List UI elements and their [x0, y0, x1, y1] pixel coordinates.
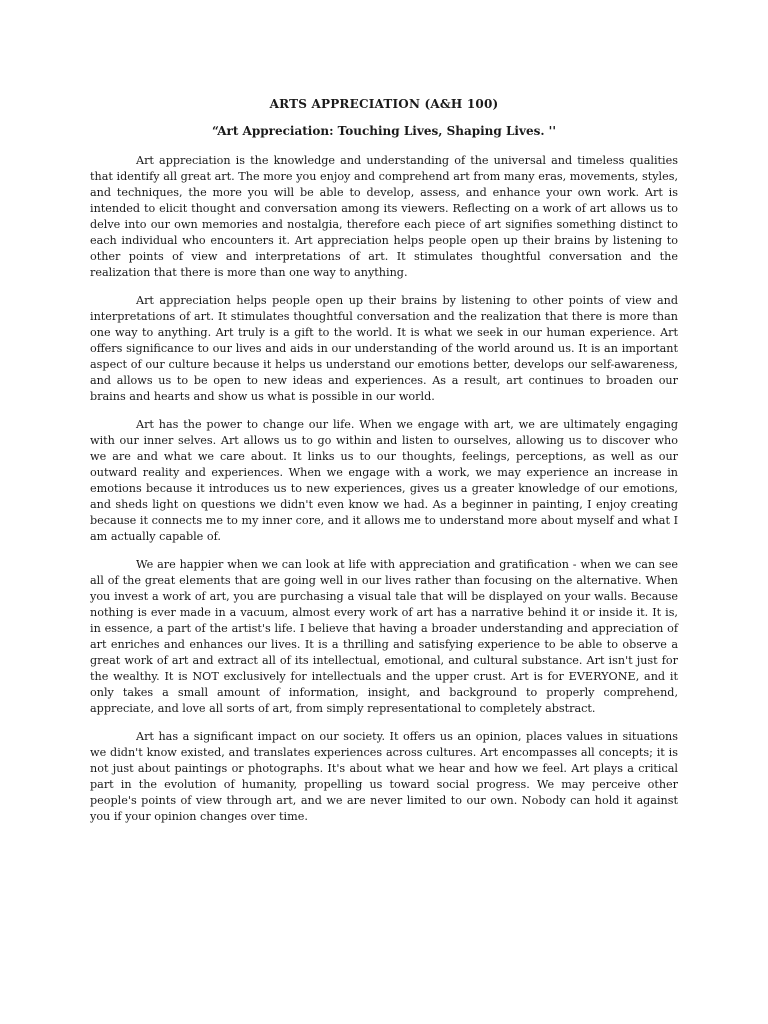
paragraph-4: We are happier when we can look at life with appreciation and gratification - when we can see all of the great elements that are going well in our lives rather than focusing on the alternative. When you invest a work of art, you are purchasing a visual tale that will be displayed on your walls. Because nothing is ever made in a vacuum, almost every work of art has a narrative behind it or inside it. It is, in essence, a part of the artist's life. I believe that having a broader understanding and appreciation of art enriches and enhances our lives. It is a thrilling and satisfying experience to be able to observe a great work of art and extract all of its intellectual, emotional, and cultural substance. Art isn't just for the wealthy. It is NOT exclusively for intellectuals and the upper crust. Art is for EVERYONE, and it only takes a small amount of information, insight, and background to properly comprehend, appreciate, and love all sorts of art, from simply representational to completely abstract. [90, 558, 678, 715]
document-page [90, 96, 678, 837]
document-title: ARTS APPRECIATION (A&H 100) [269, 97, 499, 111]
paragraph-5: Art has a significant impact on our society. It offers us an opinion, places values in situations we didn't know existed, and translates experiences across cultures. Art encompasses all concepts; it is not just about paintings or photographs. It's about what we hear and how we feel. Art plays a critical part in the evolution of humanity, propelling us toward social progress. We may perceive other people's points of view through art, and we are never limited to our own. Nobody can hold it against you if your opinion changes over time. [90, 730, 678, 823]
document-subtitle: “Art Appreciation: Touching Lives, Shaping Lives. '' [211, 124, 557, 138]
paragraph-2: Art appreciation helps people open up their brains by listening to other points of view and interpretations of art. It stimulates thoughtful conversation and the realization that there is more than one way to anything. Art truly is a gift to the world. It is what we seek in our human experience. Art offers significance to our lives and aids in our understanding of the world around us. It is an important aspect of our culture because it helps us understand our emotions better, develops our self-awareness, and allows us to be open to new ideas and experiences. As a result, art continues to broaden our brains and hearts and show us what is possible in our world. [90, 294, 678, 403]
paragraph-1: Art appreciation is the knowledge and understanding of the universal and timeless qualities that identify all great art. The more you enjoy and comprehend art from many eras, movements, styles, and techniques, the more you will be able to develop, assess, and enhance your own work. Art is intended to elicit thought and conversation among its viewers. Reflecting on a work of art allows us to delve into our own memories and nostalgia, therefore each piece of art signifies something distinct to each individual who encounters it. Art appreciation helps people open up their brains by listening to other points of view and interpretations of art. It stimulates thoughtful conversation and the realization that there is more than one way to anything. [90, 154, 678, 279]
paragraph-3: Art has the power to change our life. When we engage with art, we are ultimately engaging with our inner selves. Art allows us to go within and listen to ourselves, allowing us to discover who we are and what we care about. It links us to our thoughts, feelings, perceptions, as well as our outward reality and experiences. When we engage with a work, we may experience an increase in emotions because it introduces us to new experiences, gives us a greater knowledge of our emotions, and sheds light on questions we didn't even know we had. As a beginner in painting, I enjoy creating because it connects me to my inner core, and it allows me to understand more about myself and what I am actually capable of. [90, 418, 678, 543]
